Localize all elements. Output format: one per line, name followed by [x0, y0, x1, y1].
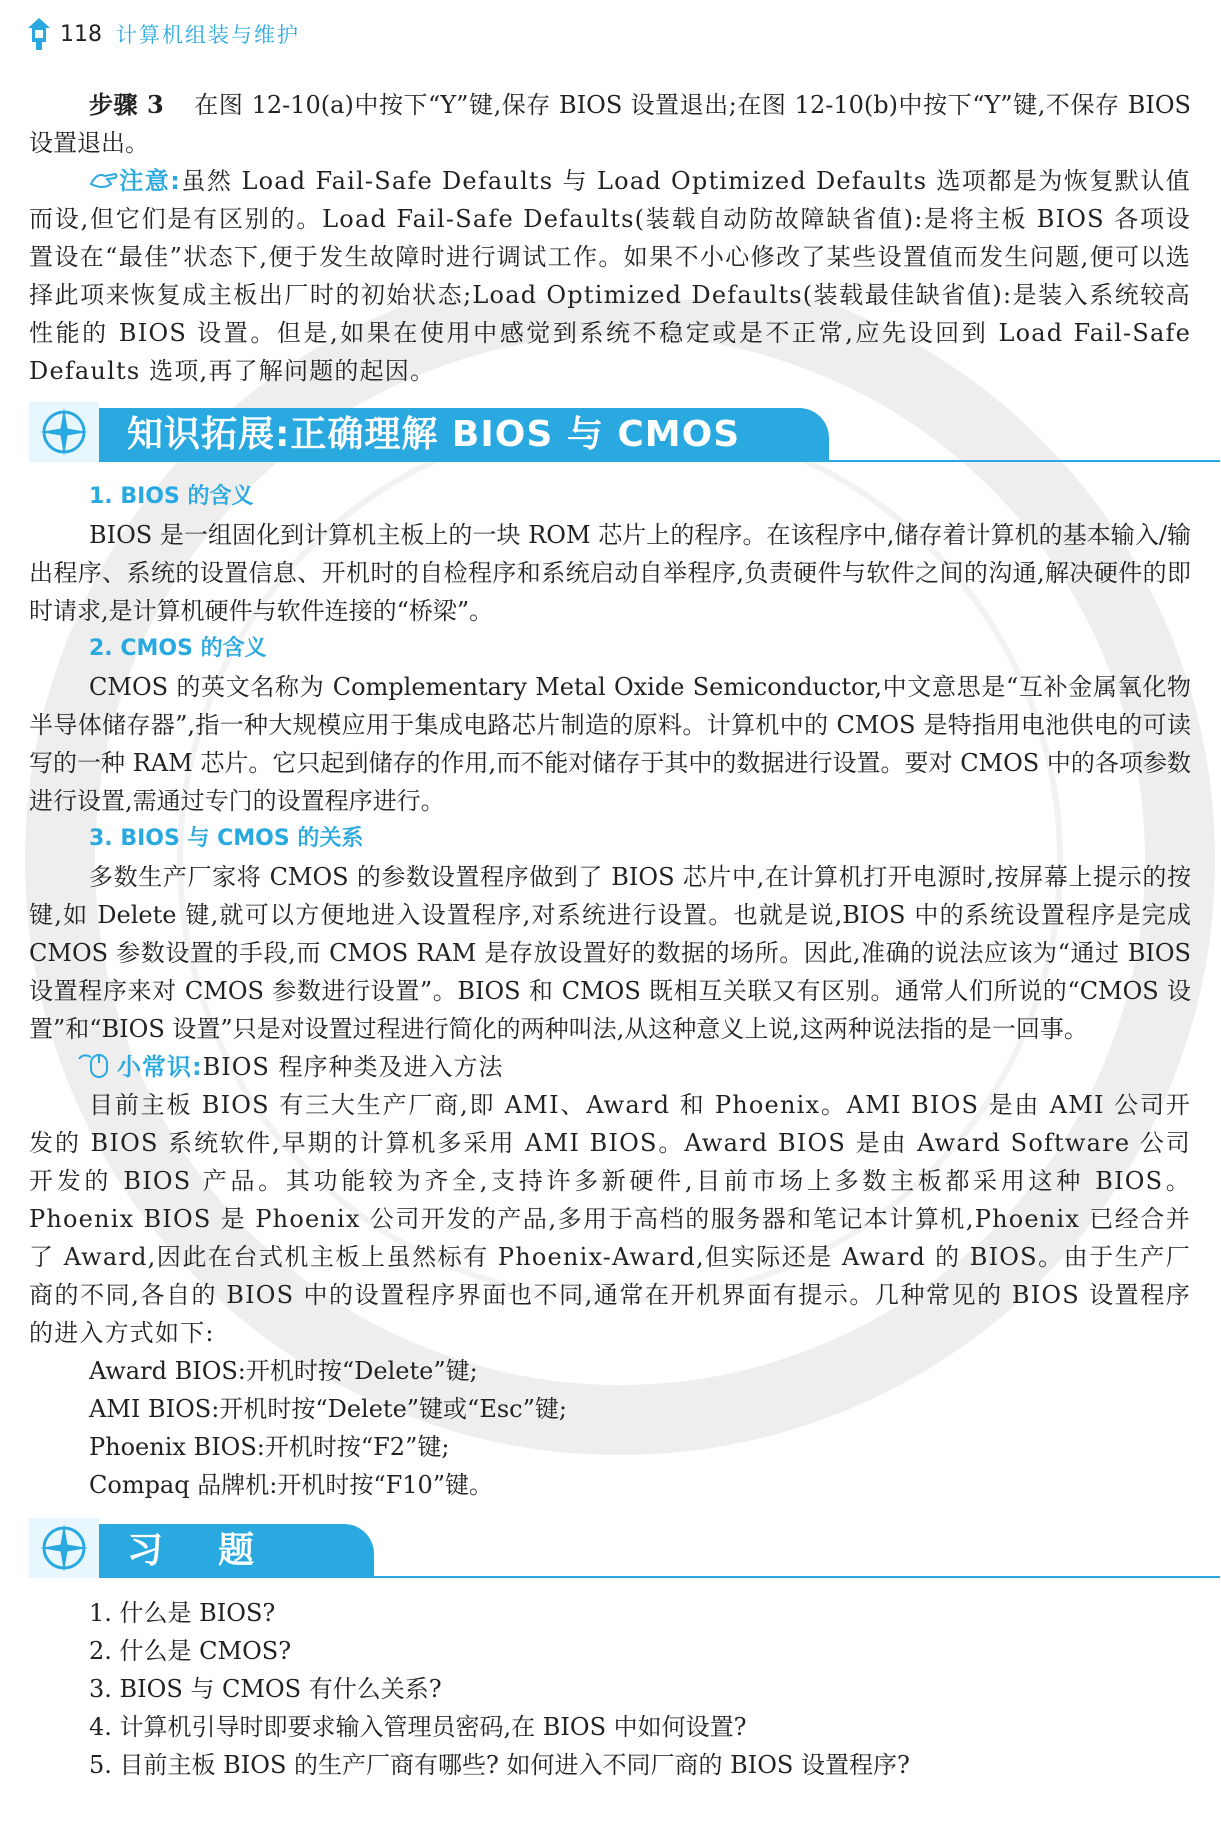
subsection-relation-text: 多数生产厂家将 CMOS 的参数设置程序做到了 BIOS 芯片中,在计算机打开电源时,按屏幕上提示的按键,如 Delete 键,就可以方便地进入设置程序,对系统进行设置。也就是说,BIOS 中的系统设置程序是完成 CMOS 参数设置的手段,而 CMOS RAM 是存放设置好的数据的场所。因此,准确的说法应该为“通过 BIOS 设置程序来对 CMOS 参数进行设置”。BIOS 和 CMOS 既相互关联又有区别。通常人们所说的“CMOS 设置”和“BIOS 设置”只是对设置过程进行简化的两种叫法,从这种意义上说,这两种说法指的是一回事。	[29, 863, 1191, 1043]
subsection-cmos-title: 2. CMOS 的含义	[89, 636, 267, 661]
note-hand-icon	[89, 168, 119, 192]
subsection-bios-title: 1. BIOS 的含义	[89, 484, 254, 509]
subsection-cmos-text: CMOS 的英文名称为 Complementary Metal Oxide Semiconductor,中文意思是“互补金属氧化物半导体储存器”,指一种大规模应用于集成电路芯片制造的原料。计算机中的 CMOS 是特指用电池供电的可读写的一种 RAM 芯片。它只起到储存的作用,而不能对储存于其中的数据进行设置。要对 CMOS 中的各项参数进行设置,需通过专门的设置程序进行。	[29, 673, 1191, 815]
page-number: 118	[60, 21, 102, 47]
method-item: Award BIOS:开机时按“Delete”键;	[89, 1357, 478, 1385]
step3-paragraph	[29, 86, 1191, 162]
mouse-icon	[77, 1051, 117, 1079]
page-content	[29, 86, 1191, 1784]
compass-badge-icon	[29, 1518, 99, 1578]
tip-label: 小常识:	[117, 1053, 203, 1081]
tip-title: BIOS 程序种类及进入方法	[202, 1053, 504, 1081]
section-underline	[29, 460, 1220, 462]
step3-label: 步骤 3	[89, 90, 164, 119]
section-title: 知识拓展:正确理解 BIOS 与 CMOS	[127, 414, 741, 455]
subsection-relation-title: 3. BIOS 与 CMOS 的关系	[89, 826, 364, 851]
section-underline	[29, 1576, 1220, 1578]
exercise-item: 3. BIOS 与 CMOS 有什么关系?	[89, 1675, 442, 1703]
note-label: 注意:	[119, 167, 182, 195]
subsection-bios-text: BIOS 是一组固化到计算机主板上的一块 ROM 芯片上的程序。在该程序中,储存着计算机的基本输入/输出程序、系统的设置信息、开机时的自检程序和系统启动自举程序,负责硬件与软件之间的沟通,解决硬件的即时请求,是计算机硬件与软件连接的“桥梁”。	[29, 521, 1191, 625]
method-item: Compaq 品牌机:开机时按“F10”键。	[89, 1471, 494, 1499]
bios-entry-methods	[29, 1352, 1191, 1504]
tip-text: 目前主板 BIOS 有三大生产厂商,即 AMI、Award 和 Phoenix。AMI BIOS 是由 AMI 公司开发的 BIOS 系统软件,早期的计算机多采用 AMI BIOS。Award BIOS 是由 Award Software 公司开发的 BIOS 产品。其功能较为齐全,支持许多新硬件,目前市场上多数主板都采用这种 BIOS。Phoenix BIOS 是 Phoenix 公司开发的产品,多用于高档的服务器和笔记本计算机,Phoenix 已经合并了 Award,因此在台式机主板上虽然标有 Phoenix-Award,但实际还是 Award 的 BIOS。由于生产厂商的不同,各自的 BIOS 中的设置程序界面也不同,通常在开机界面有提示。几种常见的 BIOS 设置程序的进入方式如下:	[29, 1091, 1191, 1347]
note-text: 虽然 Load Fail-Safe Defaults 与 Load Optimized Defaults 选项都是为恢复默认值而设,但它们是有区别的。Load Fail-Safe Defaults(装载自动防故障缺省值):是将主板 BIOS 各项设置设在“最佳”状态下,便于发生故障时进行调试工作。如果不小心修改了某些设置值而发生问题,便可以选择此项来恢复成主板出厂时的初始状态;Load Optimized Defaults(装载最佳缺省值):是装入系统较高性能的 BIOS 设置。但是,如果在使用中感觉到系统不稳定或是不正常,应先设回到 Load Fail-Safe Defaults 选项,再了解问题的起因。	[29, 167, 1192, 385]
section-knowledge-expansion	[29, 402, 1191, 468]
note-paragraph	[29, 162, 1191, 390]
lamp-icon	[24, 16, 54, 52]
tip-heading	[77, 1048, 1191, 1086]
exercise-list	[29, 1594, 1191, 1784]
exercise-item: 2. 什么是 CMOS?	[89, 1637, 292, 1665]
exercise-item: 4. 计算机引导时即要求输入管理员密码,在 BIOS 中如何设置?	[89, 1713, 747, 1741]
book-title: 计算机组装与维护	[116, 23, 300, 47]
method-item: Phoenix BIOS:开机时按“F2”键;	[89, 1433, 450, 1461]
step3-text: 在图 12-10(a)中按下“Y”键,保存 BIOS 设置退出;在图 12-10(b)中按下“Y”键,不保存 BIOS 设置退出。	[29, 91, 1191, 157]
section-exercises	[29, 1518, 1191, 1584]
compass-badge-icon	[29, 402, 99, 462]
section-title: 习 题	[127, 1530, 265, 1571]
page-header	[24, 14, 300, 54]
method-item: AMI BIOS:开机时按“Delete”键或“Esc”键;	[89, 1395, 567, 1423]
exercise-item: 1. 什么是 BIOS?	[89, 1599, 276, 1627]
exercise-item: 5. 目前主板 BIOS 的生产厂商有哪些? 如何进入不同厂商的 BIOS 设置程序?	[89, 1751, 910, 1779]
